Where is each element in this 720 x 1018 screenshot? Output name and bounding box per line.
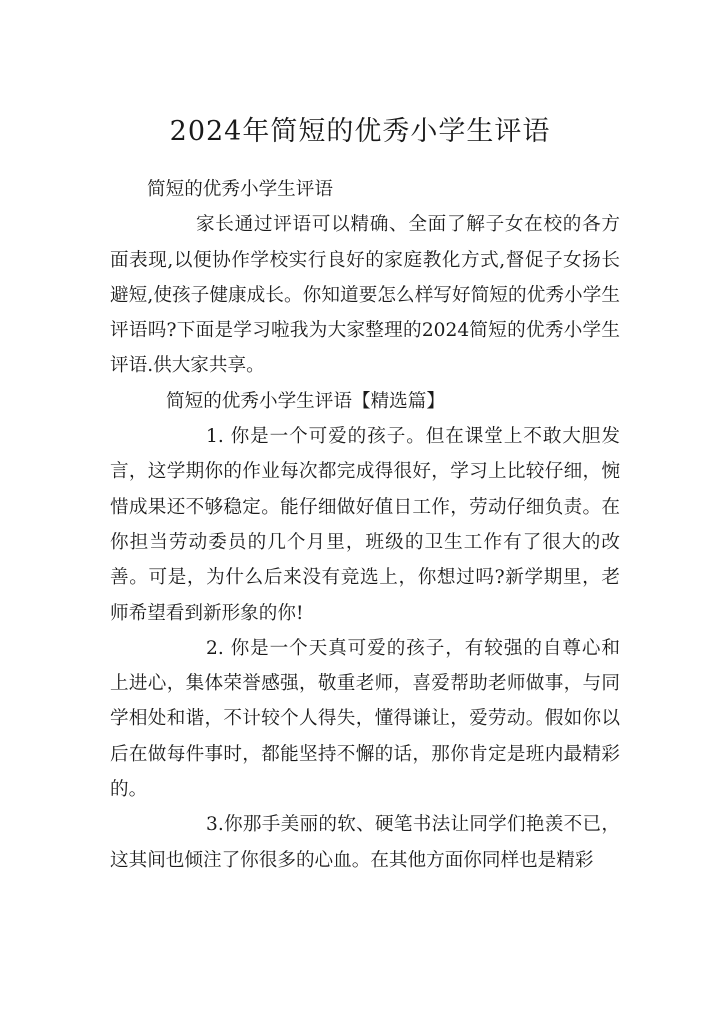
document-title: 2024年简短的优秀小学生评语	[169, 116, 551, 147]
intro-paragraph: 家长通过评语可以精确、全面了解子女在校的各方面表现,以便协作学校实行良好的家庭教化方式,督促子女扬长避短,使孩子健康成长。你知道要怎么样写好简短的优秀小学生评语吗?下面是学习啦我为大家整理的2024简短的优秀小学生评语.供大家共享。	[110, 214, 620, 377]
comment-item-3: 3.你那手美丽的软、硬笔书法让同学们艳羡不已，这其间也倾注了你很多的心血。在其他方面你同样也是精彩	[110, 814, 620, 871]
comment-item-1: 1. 你是一个可爱的孩子。但在课堂上不敢大胆发言，这学期你的作业每次都完成得很好，学习上比较仔细，惋惜成果还不够稳定。能仔细做好值日工作，劳动仔细负责。在你担当劳动委员的几个月里，班级的卫生工作有了很大的改善。可是，为什么后来没有竞选上，你想过吗?新学期里，老师希望看到新形象的你!	[110, 426, 620, 624]
comment-item-2: 2. 你是一个天真可爱的孩子，有较强的自尊心和上进心，集体荣誉感强，敬重老师，喜爱帮助老师做事，与同学相处和谐，不计较个人得失，懂得谦让，爱劳动。假如你以后在做每件事时，都能坚持不懈的话，那你肯定是班内最精彩的。	[110, 637, 620, 801]
document-subtitle: 简短的优秀小学生评语	[147, 179, 333, 200]
document-body	[110, 172, 620, 878]
section-heading: 简短的优秀小学生评语【精选篇】	[166, 390, 445, 412]
